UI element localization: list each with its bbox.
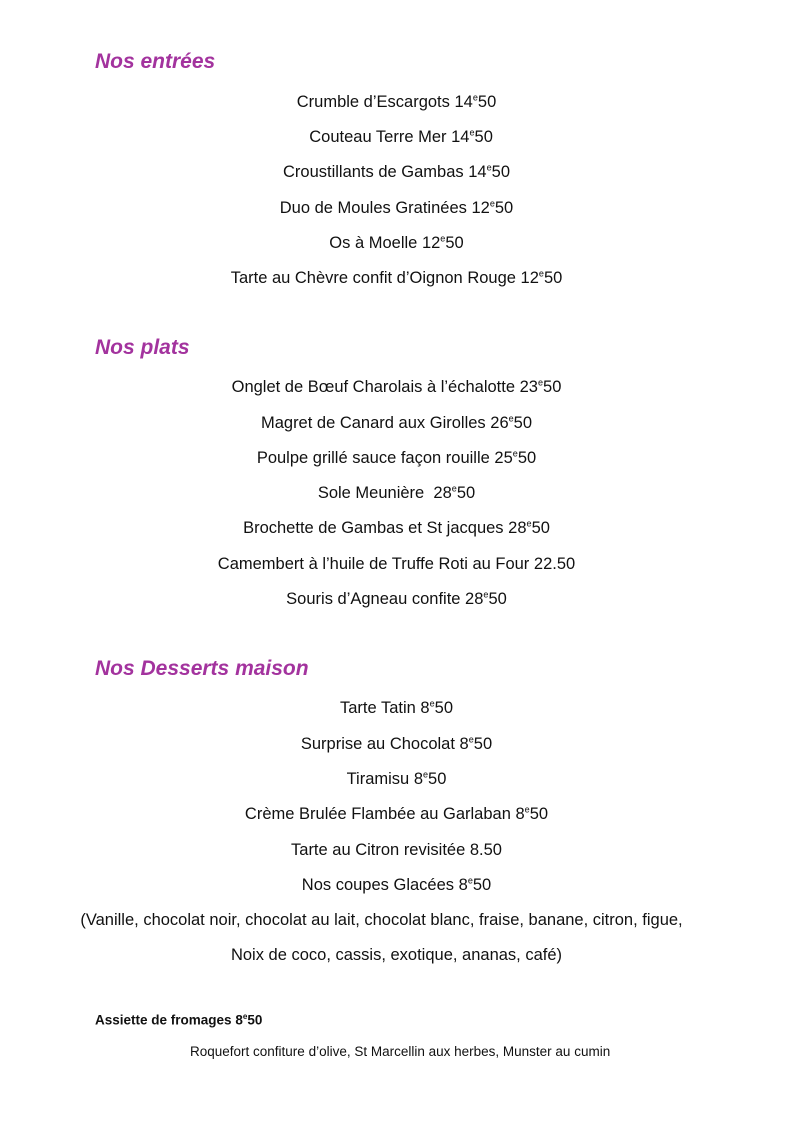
item-name: Magret de Canard aux Girolles [260,414,486,432]
menu-item [0,483,793,503]
item-price: 28e50 [433,483,476,502]
item-price: 8e50 [420,698,453,717]
item-price: 12e50 [471,198,514,217]
menu-item [0,198,793,218]
item-price: 12e50 [520,268,563,287]
item-price: 26e50 [490,413,533,432]
item-price: 12e50 [421,233,464,252]
item-name: Onglet de Bœuf Charolais à l’échalotte [231,378,516,396]
item-name: Sole Meunière [317,484,429,502]
menu-item [0,769,793,789]
item-name: Tarte au Chèvre confit d’Oignon Rouge [230,269,516,287]
item-price: 23e50 [519,377,562,396]
menu-item [0,804,793,824]
item-price: 14e50 [454,92,497,111]
item-name: Os à Moelle [329,234,418,252]
cheese-plate-description: Roquefort confiture d’olive, St Marcellin aux herbes, Munster au cumin [190,1044,611,1059]
menu-item [0,377,793,397]
menu-item [0,554,793,574]
menu-item [0,413,793,433]
item-name: Surprise au Chocolat [300,735,455,753]
item-name: Couteau Terre Mer [300,128,447,146]
menu-item [0,734,793,754]
item-price: 22.50 [533,555,576,573]
item-price: 25e50 [494,448,537,467]
menu-item [0,589,793,609]
section-title-entrees: Nos entrées [95,50,216,73]
item-name: Tarte Tatin [339,699,416,717]
item-name: Croustillants de Gambas [282,163,464,181]
item-name: Crème Brulée Flambée au Garlaban [244,805,511,823]
flavours-line-1: (Vanille, chocolat noir, chocolat au lait, chocolat blanc, fraise, banane, citron, figue, [80,911,683,929]
item-name: Souris d’Agneau confite [286,590,461,608]
item-price: 8.50 [469,841,502,859]
menu-item [0,448,793,468]
item-price: 8e50 [413,769,447,788]
item-name: Nos coupes Glacées [301,876,455,894]
item-price: 14e50 [468,162,511,181]
item-price: 8e50 [459,734,493,753]
cheese-plate-title: Assiette de fromages 8e50 [95,1012,263,1028]
item-name: Poulpe grillé sauce façon rouille [256,449,490,467]
menu-item [0,162,793,182]
item-price: 8e50 [515,804,549,823]
item-name: Camembert à l’huile de Truffe Roti au Four [217,555,530,573]
menu-item [0,875,793,895]
menu-item [0,698,793,718]
menu-item [0,233,793,253]
menu-item [0,127,793,147]
item-price: 28e50 [465,589,507,608]
section-title-desserts: Nos Desserts maison [95,657,309,680]
item-price: 8e50 [458,875,492,894]
item-name: Crumble d’Escargots [296,93,450,111]
item-name: Duo de Moules Gratinées [279,199,467,217]
item-name: Tarte au Citron revisitée [291,841,466,859]
item-price: 28e50 [508,518,550,537]
section-title-plats: Nos plats [95,336,190,359]
menu-item [0,840,793,860]
item-name: Brochette de Gambas et St jacques [243,519,504,537]
menu-item [0,92,793,112]
flavours-line-2: Noix de coco, cassis, exotique, ananas, café) [230,946,563,964]
menu-item [0,268,793,288]
item-price: 14e50 [451,127,493,146]
menu-item [0,518,793,538]
item-name: Tiramisu [346,770,410,788]
